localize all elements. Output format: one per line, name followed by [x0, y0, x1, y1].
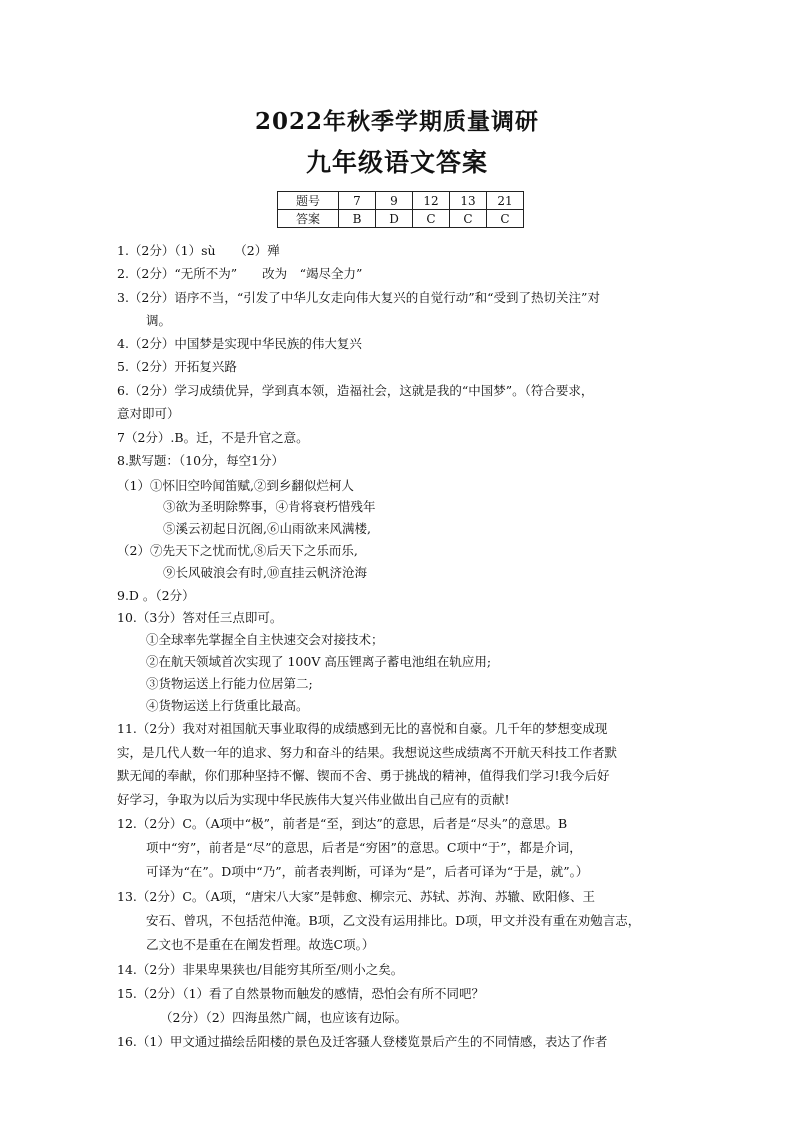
answer-line: 项中“穷”，前者是“尽”的意思，后者是“穷困”的意思。C项中“于”，都是介词，: [146, 840, 582, 855]
answer-line: 4.（2分）中国梦是实现中华民族的伟大复兴: [117, 336, 362, 351]
answer-line: 10.（3分）答对任三点即可。: [117, 610, 283, 625]
table-row-header-answer: 答案: [278, 210, 339, 228]
table-cell: 12: [413, 192, 450, 210]
table-row: [278, 192, 524, 210]
answer-line: ④货物运送上行货重比最高。: [146, 698, 309, 713]
answer-line: 可译为“在”。D项中“乃”，前者表判断，可译为“是”，后者可译为“于是，就”。）: [146, 864, 589, 879]
answer-line: ③欲为圣明除弊事，④肯将衰朽惜残年: [163, 499, 376, 514]
table-cell: 13: [450, 192, 487, 210]
answer-line: 6.（2分）学习成绩优异，学到真本领，造福社会，这就是我的“中国梦”。（符合要求，: [117, 383, 594, 398]
table-cell: C: [487, 210, 524, 228]
answer-line: ⑤溪云初起日沉阁,⑥山雨欲来风满楼,: [163, 521, 371, 536]
answer-line: 8.默写题：（10分，每空1分）: [117, 453, 285, 468]
answer-line: ①全球率先掌握全自主快速交会对接技术；: [146, 632, 384, 647]
answer-line: 默无闻的奉献，你们那种坚持不懈、锲而不舍、勇于挑战的精神，值得我们学习!我今后好: [117, 768, 610, 783]
answer-line: ⑨长风破浪会有时,⑩直挂云帆济沧海: [163, 565, 367, 580]
answer-line: （2分）（2）四海虽然广阔，也应该有边际。: [160, 1010, 408, 1025]
document-title: 2022年秋季学期质量调研: [254, 108, 539, 135]
table-cell: 21: [487, 192, 524, 210]
answer-line: 安石、曾巩，不包括范仲淹。B项，乙文没有运用排比。D项，甲文并没有重在劝勉言志，: [146, 913, 641, 928]
answer-line: 12.（2分）C。（A项中“极”，前者是“至，到达”的意思，后者是“尽头”的意思。B: [117, 816, 568, 831]
answer-line: 5.（2分）开拓复兴路: [117, 359, 237, 374]
table-cell: C: [413, 210, 450, 228]
answer-table: [277, 191, 524, 228]
answer-line: 意对即可）: [117, 406, 180, 421]
answer-line: 好学习，争取为以后为实现中华民族伟大复兴伟业做出自己应有的贡献!: [117, 792, 510, 807]
answer-line: 7（2分）.B。迁，不是升官之意。: [117, 430, 309, 445]
document-subtitle: 九年级语文答案: [305, 148, 488, 177]
table-cell: B: [339, 210, 376, 228]
table-cell: D: [376, 210, 413, 228]
table-cell: 7: [339, 192, 376, 210]
table-cell: 9: [376, 192, 413, 210]
answer-line: 11.（2分）我对对祖国航天事业取得的成绩感到无比的喜悦和自豪。几千年的梦想变成现: [117, 721, 608, 736]
answer-line: （1）①怀旧空吟闻笛赋,②到乡翻似烂柯人: [117, 478, 354, 493]
answer-line: 15.（2分）（1）看了自然景物而触发的感情，恐怕会有所不同吧？: [117, 986, 485, 1001]
table-cell: C: [450, 210, 487, 228]
answer-line: 2.（2分）“无所不为” 改为 “竭尽全力”: [117, 266, 363, 281]
answer-line: （2）⑦先天下之忧而忧,⑧后天下之乐而乐,: [117, 543, 358, 558]
answer-line: 1.（2分）（1）sù （2）殚: [117, 243, 280, 258]
answer-line: 调。: [146, 313, 172, 328]
answer-line: 实，是几代人数一年的追求、努力和奋斗的结果。我想说这些成绩离不开航天科技工作者默: [117, 745, 618, 760]
answer-line: 14.（2分）非果卑果狭也/目能穷其所至/则小之矣。: [117, 962, 404, 977]
answer-line: ②在航天领域首次实现了 100V 高压锂离子蓄电池组在轨应用;: [146, 654, 492, 669]
table-row-header-number: 题号: [278, 192, 339, 210]
answer-line: ③货物运送上行能力位居第二;: [146, 676, 313, 691]
answer-line: 9.D 。（2分）: [117, 588, 195, 603]
answer-line: 乙文也不是重在在阐发哲理。故选C项。）: [146, 937, 375, 952]
table-row: [278, 210, 524, 228]
answer-line: 16.（1）甲文通过描绘岳阳楼的景色及迁客骚人登楼览景后产生的不同情感，表达了作者: [117, 1034, 608, 1049]
answer-line: 3.（2分）语序不当，“引发了中华儿女走向伟大复兴的自觉行动”和“受到了热切关注”对: [117, 290, 600, 305]
answer-line: 13.（2分）C。（A项，“唐宋八大家”是韩愈、柳宗元、苏轼、苏洵、苏辙、欧阳修、王: [117, 889, 595, 904]
